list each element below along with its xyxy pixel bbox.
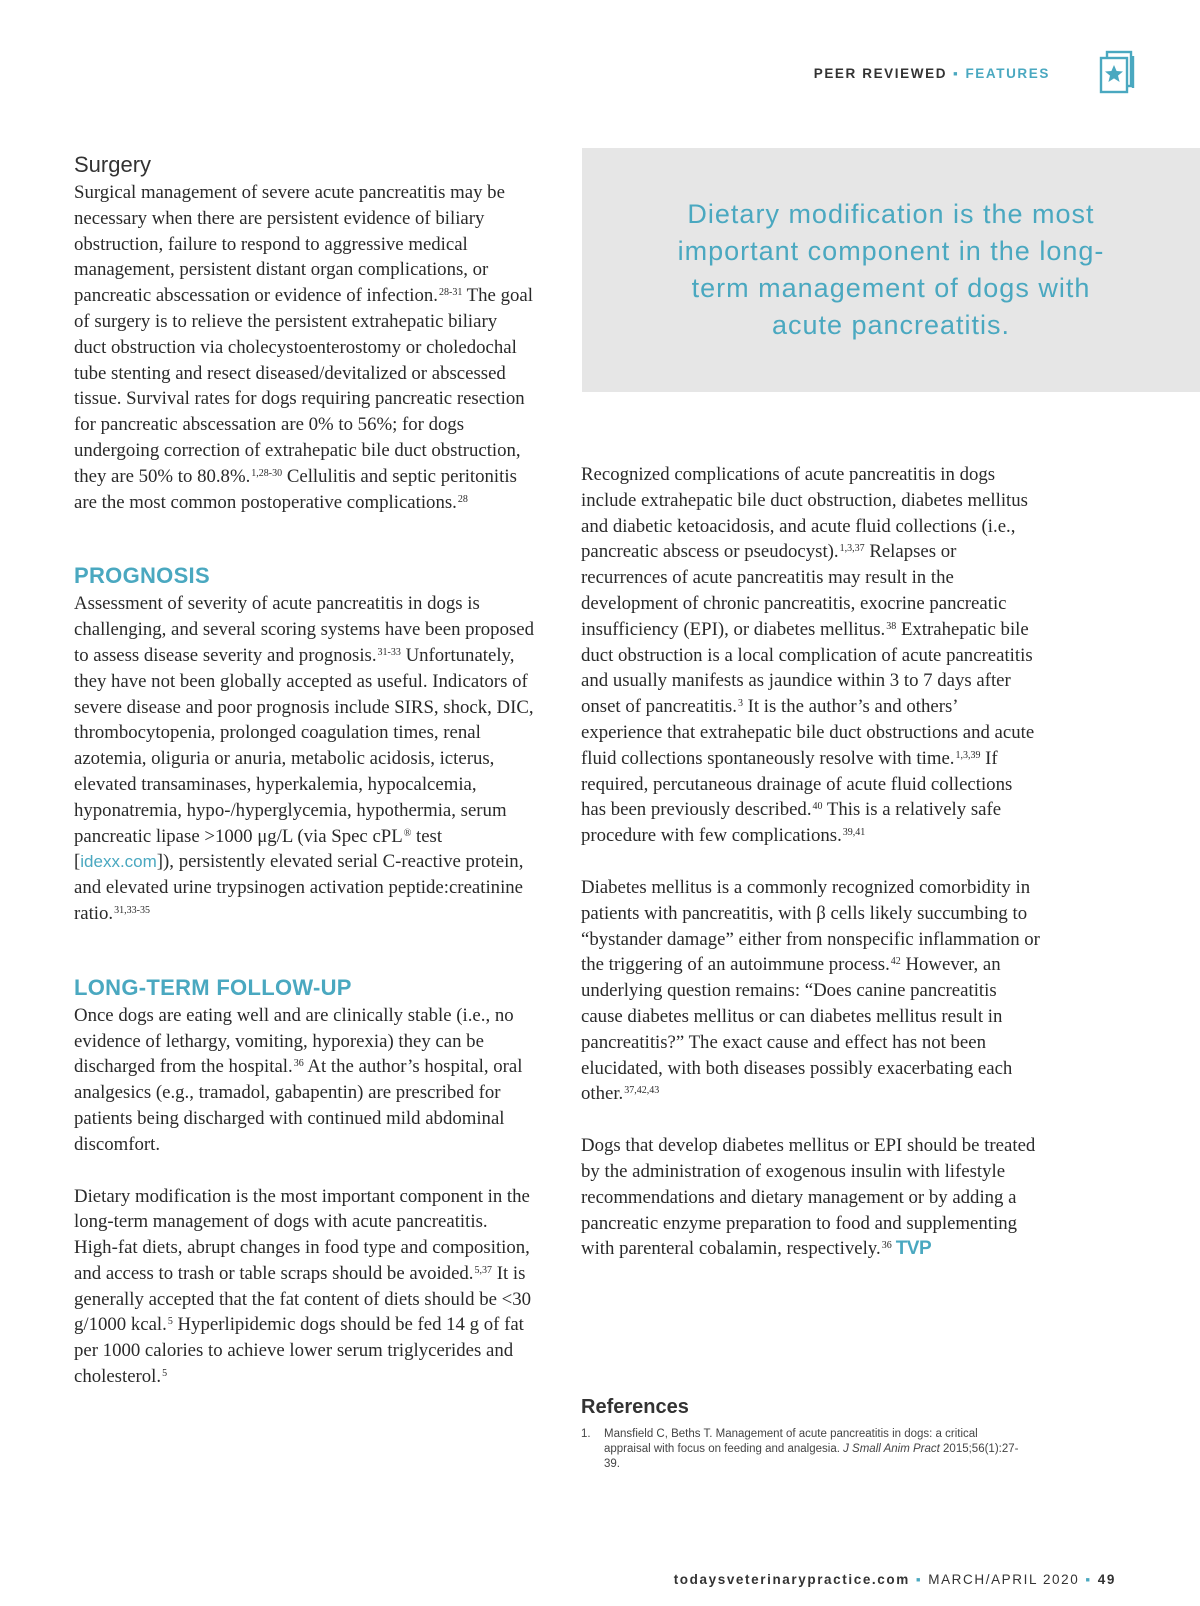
citation: 31-33 [377,646,401,658]
citation: 39,41 [842,827,866,839]
citation: 40 [812,801,823,813]
followup-paragraph-2: Dietary modification is the most important component in the long-term management of dogs with acute pancreatitis. High-fat diets, abrupt changes in food type and composition, and access to trash or table scraps should be avoided.$^{5,37}$ It is generally accepted that the fat content of diets should be <30 g/1000 kcal.$^5$ Hyperlipidemic dogs should be fed 14 g of fat per 1000 calories to achieve lower serum triglycerides and cholesterol.$^5$ [74,1185,532,1388]
citation: 28-31 [438,287,463,299]
footer-separator: ▪ [915,1572,923,1587]
left-column [74,152,534,1390]
citation: 31,33-35 [114,904,150,916]
citation: 1,28-30 [251,467,283,479]
pull-quote-box [582,148,1200,392]
reference-item [581,1427,1021,1472]
citation: 38 [886,620,897,632]
reference-text: Mansfield C, Beths T. Management of acute pancreatitis in dogs: a critical appraisal with focus on feeding and analgesia. J Small Anim Pract 2015;56(1):27-39. [604,1428,1019,1470]
surgery-paragraph: Surgical management of severe acute pancreatitis may be necessary when there are persistent evidence of biliary obstruction, failure to respond to aggressive medical management, persistent distant organ complications, or pancreatic abscessation or evidence of infection.$^{28-31}$ The goal of surgery is to relieve the persistent extrahepatic biliary duct obstruction via cholecystoenterostomy or choledochal tube stenting and resect diseased/devitalized or abscessed tissue. Survival rates for dogs requiring pancreatic resection for pancreatic abscessation are 0% to 56%; for dogs undergoing correction of extrahepatic bile duct obstruction, they are 50% to 80.8%.$^{1,28-30}$ Cellulitis and septic peritonitis are the most common postoperative complications.$^{28}$ [74,182,533,513]
footer-separator: ▪ [1085,1572,1092,1587]
surgery-heading: Surgery [74,152,152,177]
citation: 5 [162,1368,168,1380]
section-label: FEATURES [965,66,1050,81]
reference-number: 1. [581,1428,591,1440]
pull-quote-text: Dietary modification is the most important component in the long-term management of dogs with acute pancreatitis. [677,199,1105,340]
peer-reviewed-label: PEER REVIEWED [813,66,948,81]
right-column [581,462,1041,1262]
references-heading: References [581,1396,689,1418]
header-separator: ▪ [953,66,960,81]
citation: 28 [457,493,468,505]
treatment-paragraph: Dogs that develop diabetes mellitus or EPI should be treated by the administration of exogenous insulin with lifestyle recommendations and dietary management or by adding a pancreatic enzyme preparation to food and supplementing with parenteral cobalamin, respectively.$^{36}$ TVP [581,1135,1036,1260]
prognosis-heading: PROGNOSIS [74,563,210,589]
citation: 1,3,37 [839,543,865,555]
complications-paragraph: Recognized complications of acute pancreatitis in dogs include extrahepatic bile duct obstruction, diabetes mellitus and diabetic ketoacidosis, and acute fluid collections (i.e., pancreatic abscess or pseudocyst).$^{1,3,37}$ Relapses or recurrences of acute pancreatitis may result in the development of chronic pancreatitis, exocrine pancreatic insufficiency (EPI), or diabetes mellitus.$^{38}$ Extrahepatic bile duct obstruction is a local complication of acute pancreatitis and usually manifests as jaundice within 3 to 7 days after onset of pancreatitis.$^3$ It is the author’s and others’ experience that extrahepatic bile duct obstructions and acute fluid collections spontaneously resolve with time.$^{1,3,39}$ If required, percutaneous drainage of acute fluid collections has been previously described.$^{40}$ This is a relatively safe procedure with few complications.$^{39,41}$ [581,464,1035,847]
page-footer [674,1572,1116,1587]
page-number: 49 [1097,1572,1116,1587]
citation: 1,3,39 [955,749,981,761]
citation: 42 [890,956,901,968]
followup-heading: LONG-TERM FOLLOW-UP [74,974,352,1000]
prognosis-paragraph: Assessment of severity of acute pancreatitis in dogs is challenging, and several scoring systems have been proposed to assess disease severity and prognosis.$^{31-33}$ Unfortunately, they have not been globally accepted as useful. Indicators of severe disease and poor prognosis include SIRS, shock, DIC, thrombocytopenia, prolonged coagulation times, renal azotemia, oliguria or anuria, metabolic acidosis, icterus, elevated transaminases, hyperkalemia, hypocalcemia, hyponatremia, hypo-/hyperglycemia, hypothermia, serum pancreatic lipase >1000 μg/L (via Spec cPL® test [idexx.com]), persistently elevated serial C-reactive protein, and elevated urine trypsinogen activation peptide:creatinine ratio.$^{31,33-35}$ [74,593,535,924]
footer-issue: MARCH/APRIL 2020 [928,1572,1080,1587]
tvp-end-mark: TVP [895,1238,932,1260]
citation: 5 [167,1316,173,1328]
citation: 36 [293,1058,304,1070]
citation: 36 [881,1240,892,1252]
followup-paragraph-1: Once dogs are eating well and are clinically stable (i.e., no evidence of lethargy, vomiting, hyporexia) they can be discharged from the hospital.$^{36}$ At the author’s hospital, oral analgesics (e.g., tramadol, gabapentin) are prescribed for patients being discharged with continued mild abdominal discomfort. [74,1004,523,1155]
page-header [814,66,1050,81]
registered-mark: ® [403,827,412,839]
book-star-icon [1098,50,1138,94]
citation: 3 [737,698,743,710]
footer-site: todaysveterinarypractice.com [673,1572,910,1587]
citation: 37,42,43 [624,1085,660,1097]
diabetes-paragraph: Diabetes mellitus is a commonly recognized comorbidity in patients with pancreatitis, with β cells likely succumbing to “bystander damage” either from nonspecific inflammation or the triggering of an autoimmune process.$^{42}$ However, an underlying question remains: “Does canine pancreatitis cause diabetes mellitus or can diabetes mellitus result in pancreatitis?” The exact cause and effect has not been elucidated, with both diseases possibly exacerbating each other.$^{37,42,43}$ [581,876,1040,1105]
idexx-link[interactable]: idexx.com [80,852,157,872]
citation: 5,37 [474,1264,492,1276]
references-section [581,1396,1021,1472]
